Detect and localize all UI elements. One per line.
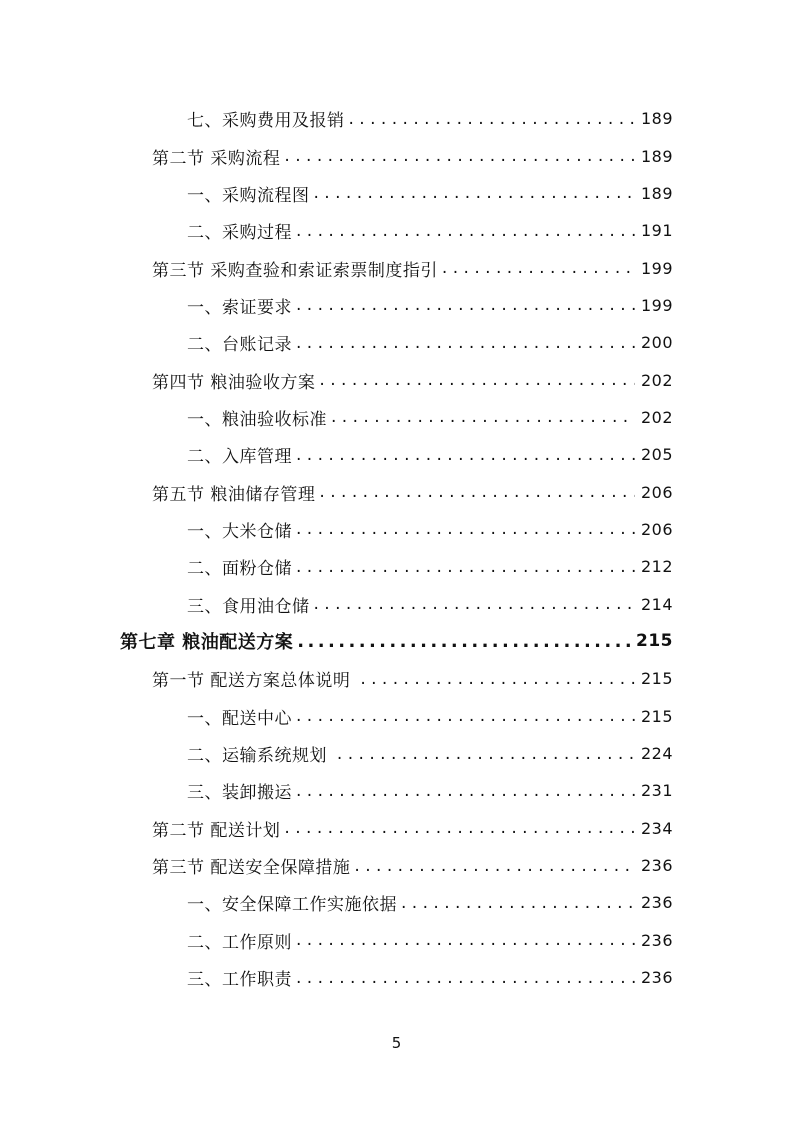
toc-entry-page: 236	[640, 968, 673, 988]
toc-subsection-entry[interactable]	[0, 100, 793, 137]
toc-entry-content	[187, 592, 673, 617]
toc-entry-title: 一、大米仓储	[187, 521, 292, 542]
toc-entry-title: 一、粮油验收标准	[187, 409, 327, 430]
toc-entry-page: 214	[640, 594, 673, 614]
toc-entry-page: 215	[640, 706, 673, 726]
toc-dot-leader	[337, 744, 635, 764]
toc-chapter-entry[interactable]	[0, 623, 793, 660]
toc-entry-page: 202	[640, 370, 673, 390]
toc-entry-content	[187, 405, 673, 430]
toc-dot-leader	[297, 631, 630, 652]
toc-dot-leader	[314, 183, 635, 203]
toc-subsection-entry[interactable]	[0, 922, 793, 959]
toc-entry-title: 一、索证要求	[187, 297, 292, 318]
toc-entry-page: 215	[640, 669, 673, 689]
toc-dot-leader	[296, 295, 635, 315]
toc-subsection-entry[interactable]	[0, 585, 793, 622]
toc-entry-page: 189	[640, 183, 673, 203]
toc-entry-content	[187, 965, 673, 990]
toc-entry-content	[187, 181, 673, 206]
toc-dot-leader	[296, 706, 635, 726]
toc-dot-leader	[331, 407, 635, 427]
toc-entry-title: 二、面粉仓储	[187, 559, 292, 580]
toc-entry-title: 三、工作职责	[187, 970, 292, 991]
toc-section-entry[interactable]	[0, 660, 793, 697]
toc-dot-leader	[296, 221, 635, 241]
toc-section-entry[interactable]	[0, 137, 793, 174]
toc-subsection-entry[interactable]	[0, 212, 793, 249]
toc-entry-title: 二、工作原则	[187, 932, 292, 953]
toc-dot-leader	[442, 258, 635, 278]
toc-entry-title: 第三节 采购查验和索证索票制度指引	[152, 260, 438, 281]
toc-entry-content	[187, 218, 673, 243]
toc-section-entry[interactable]	[0, 473, 793, 510]
toc-subsection-entry[interactable]	[0, 436, 793, 473]
toc-entry-title: 第二节 配送计划	[152, 820, 281, 841]
toc-entry-title: 第五节 粮油储存管理	[152, 484, 316, 505]
toc-entry-title: 第四节 粮油验收方案	[152, 372, 316, 393]
toc-dot-leader	[296, 333, 635, 353]
toc-entry-content	[152, 816, 673, 841]
toc-entry-title: 第七章 粮油配送方案	[120, 632, 294, 654]
toc-entry-page: 205	[640, 445, 673, 465]
toc-entry-content	[187, 106, 673, 131]
toc-entry-title: 二、采购过程	[187, 223, 292, 244]
toc-entry-content	[152, 144, 673, 169]
toc-entry-content	[152, 256, 673, 281]
toc-entry-content	[187, 442, 673, 467]
toc-entry-title: 一、安全保障工作实施依据	[187, 895, 397, 916]
toc-entry-title: 第二节 采购流程	[152, 148, 281, 169]
toc-entry-page: 189	[640, 109, 673, 129]
toc-entry-title: 二、入库管理	[187, 447, 292, 468]
toc-entry-title: 第一节 配送方案总体说明	[152, 671, 357, 692]
toc-entry-page: 231	[640, 781, 673, 801]
toc-entry-title: 二、运输系统规划	[187, 746, 333, 767]
toc-dot-leader	[296, 519, 635, 539]
toc-entry-page: 199	[640, 258, 673, 278]
toc-entry-content	[187, 330, 673, 355]
toc-entry-content	[187, 928, 673, 953]
toc-entry-content	[152, 368, 673, 393]
toc-entry-content	[187, 704, 673, 729]
toc-dot-leader	[284, 818, 635, 838]
table-of-contents	[0, 100, 793, 996]
toc-entry-content	[152, 480, 673, 505]
toc-entry-content	[187, 293, 673, 318]
toc-entry-page: 189	[640, 146, 673, 166]
toc-subsection-entry[interactable]	[0, 324, 793, 361]
toc-dot-leader	[354, 856, 635, 876]
toc-entry-content	[187, 554, 673, 579]
toc-entry-page: 199	[640, 295, 673, 315]
toc-dot-leader	[296, 968, 635, 988]
toc-subsection-entry[interactable]	[0, 884, 793, 921]
toc-section-entry[interactable]	[0, 810, 793, 847]
toc-entry-title: 一、配送中心	[187, 708, 292, 729]
toc-subsection-entry[interactable]	[0, 959, 793, 996]
toc-entry-content	[152, 666, 673, 691]
toc-entry-page: 224	[640, 744, 673, 764]
toc-subsection-entry[interactable]	[0, 698, 793, 735]
toc-dot-leader	[314, 594, 635, 614]
toc-dot-leader	[319, 482, 635, 502]
toc-subsection-entry[interactable]	[0, 511, 793, 548]
toc-section-entry[interactable]	[0, 847, 793, 884]
toc-entry-content	[187, 890, 673, 915]
toc-entry-page: 200	[640, 333, 673, 353]
toc-dot-leader	[360, 669, 635, 689]
toc-entry-page: 236	[640, 930, 673, 950]
toc-entry-page: 206	[640, 482, 673, 502]
toc-entry-page: 212	[640, 557, 673, 577]
toc-subsection-entry[interactable]	[0, 548, 793, 585]
toc-dot-leader	[349, 109, 635, 129]
toc-entry-page: 206	[640, 519, 673, 539]
toc-section-entry[interactable]	[0, 361, 793, 398]
toc-subsection-entry[interactable]	[0, 399, 793, 436]
toc-entry-page: 236	[640, 856, 673, 876]
toc-entry-content	[187, 741, 673, 766]
toc-section-entry[interactable]	[0, 249, 793, 286]
toc-dot-leader	[296, 445, 635, 465]
toc-subsection-entry[interactable]	[0, 287, 793, 324]
toc-entry-page: 215	[636, 631, 673, 652]
toc-entry-page: 236	[640, 893, 673, 913]
toc-entry-content	[187, 778, 673, 803]
page-number: 5	[391, 1034, 402, 1052]
toc-entry-title: 二、台账记录	[187, 335, 292, 356]
toc-entry-page: 191	[640, 221, 673, 241]
toc-subsection-entry[interactable]	[0, 735, 793, 772]
toc-entry-title: 三、装卸搬运	[187, 783, 292, 804]
toc-dot-leader	[296, 557, 635, 577]
toc-entry-title: 七、采购费用及报销	[187, 111, 345, 132]
toc-entry-page: 234	[640, 818, 673, 838]
toc-entry-title: 一、采购流程图	[187, 185, 310, 206]
toc-entry-content	[187, 517, 673, 542]
toc-dot-leader	[319, 370, 635, 390]
toc-dot-leader	[401, 893, 635, 913]
toc-subsection-entry[interactable]	[0, 175, 793, 212]
toc-entry-title: 三、食用油仓储	[187, 596, 310, 617]
toc-dot-leader	[284, 146, 635, 166]
toc-entry-page: 202	[640, 407, 673, 427]
toc-entry-content	[120, 628, 673, 654]
toc-subsection-entry[interactable]	[0, 772, 793, 809]
toc-dot-leader	[296, 781, 635, 801]
toc-entry-content	[152, 853, 673, 878]
toc-dot-leader	[296, 930, 635, 950]
toc-entry-title: 第三节 配送安全保障措施	[152, 858, 351, 879]
